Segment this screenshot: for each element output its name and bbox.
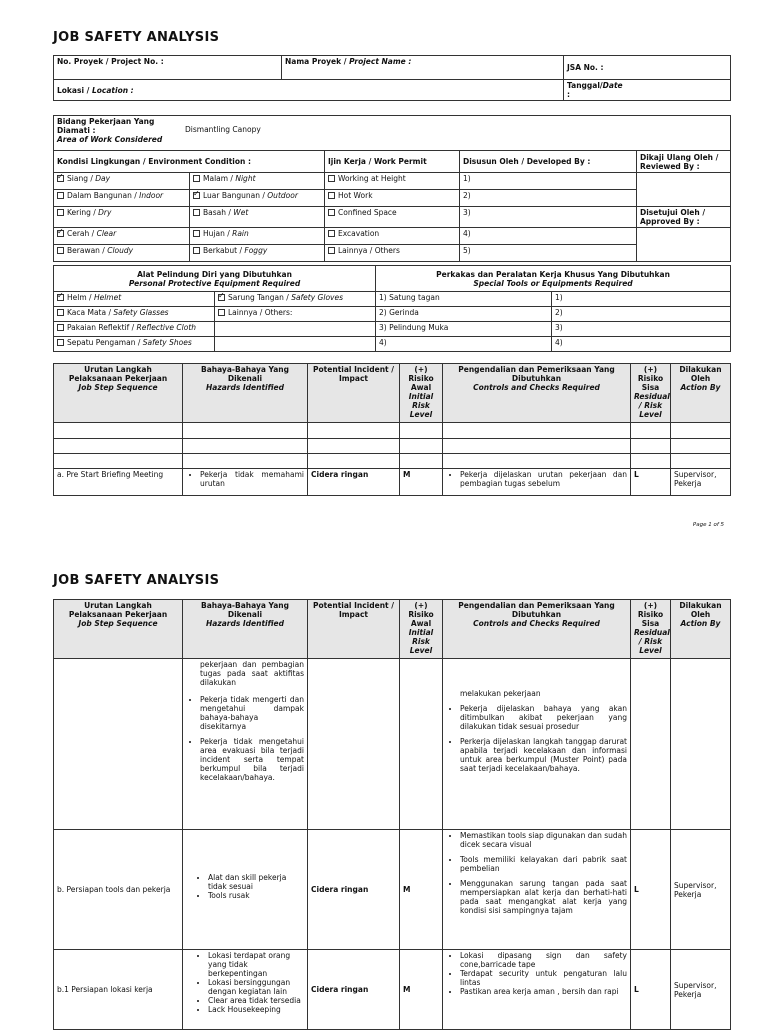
permit-option[interactable]: Working at Height <box>325 173 460 190</box>
step-cell: a. Pre Start Briefing Meeting <box>54 469 183 496</box>
env-option[interactable]: Basah / Wet <box>190 207 325 228</box>
checkbox[interactable] <box>328 175 335 182</box>
permit-option[interactable]: Confined Space <box>325 207 460 228</box>
approved-by-header: Disetujui Oleh / Approved By : <box>637 207 731 228</box>
reviewed-by-header: Dikaji Ulang Oleh / Reviewed By : <box>637 151 731 173</box>
checkbox[interactable] <box>193 209 200 216</box>
header-initial-risk: (+) Risiko Awal Initial Risk Level <box>400 364 443 423</box>
ppe-option[interactable] <box>215 337 376 352</box>
residual-risk-cell-b1: L <box>631 950 671 1030</box>
work-condition-table <box>53 115 731 262</box>
header-initial-risk: (+) Risiko Awal Initial Risk Level <box>400 600 443 659</box>
incident-cell-b1: Cidera ringan <box>308 950 400 1030</box>
location-label: Lokasi / Location : <box>54 80 564 101</box>
incident-cell-b: Cidera ringan <box>308 830 400 950</box>
env-condition-header: Kondisi Lingkungan / Environment Condition : <box>54 151 325 173</box>
header-hazard: Bahaya-Bahaya Yang Dikenali Hazards Identified <box>183 364 308 423</box>
control-cell-cont: melakukan pekerjaan • Pekerja dijelaskan bahaya yang akan ditimbulkan akibat pekerjaan yang dilakukan tidak sesuai prosedur • Perkerja dijelaskan langkah tanggap darurat apabila terjadi kecelakaan dan informasi untuk area berkumpul (Muster Point) pada saat terjadi kecelakaan/bahaya. <box>443 659 631 830</box>
checkbox[interactable] <box>193 175 200 182</box>
ppe-table <box>53 265 731 352</box>
env-option[interactable]: Dalam Bangunan / Indoor <box>54 190 190 207</box>
checkbox[interactable] <box>57 339 64 346</box>
env-option[interactable]: Berawan / Cloudy <box>54 245 190 262</box>
page-number: Page 1 of 5 <box>692 522 724 528</box>
checkbox[interactable] <box>57 324 64 331</box>
control-cell: • Pekerja dijelaskan urutan pekerjaan dan pembagian tugas sebelum <box>443 469 631 496</box>
developed-by-entry: 3) <box>460 207 637 228</box>
developed-by-header: Disusun Oleh / Developed By : <box>460 151 637 173</box>
env-option[interactable]: ✓Cerah / Clear <box>54 228 190 245</box>
jsa-no-label: JSA No. : <box>564 56 731 80</box>
initial-risk-cell-b1: M <box>400 950 443 1030</box>
developed-by-entry: 2) <box>460 190 637 207</box>
checkbox[interactable] <box>57 309 64 316</box>
approved-by-value <box>637 228 731 262</box>
ppe-option[interactable]: ✓Helm / Helmet <box>54 292 215 307</box>
checkbox[interactable] <box>328 247 335 254</box>
permit-option[interactable]: Lainnya / Others <box>325 245 460 262</box>
developed-by-entry: 1) <box>460 173 637 190</box>
checkbox[interactable] <box>57 247 64 254</box>
reviewed-by-value <box>637 173 731 207</box>
permit-option[interactable]: Excavation <box>325 228 460 245</box>
page-title-2: JOB SAFETY ANALYSIS <box>53 573 220 588</box>
tool-entry: 3) Pelindung Muka <box>376 322 552 337</box>
step-cell-b1: b.1 Persiapan lokasi kerja <box>54 950 183 1030</box>
developed-by-entry: 4) <box>460 228 637 245</box>
tool-entry: 4) <box>552 337 731 352</box>
ppe-option[interactable] <box>215 322 376 337</box>
control-cell-b: • Memastikan tools siap digunakan dan sudah dicek secara visual • Tools memiliki kelayakan dari pabrik saat pembelian • Menggunakan sarung tangan pada saat mempersiapkan alat kerja dan berhati-hati pada saat mengangkat alat kerja yang kondisi sisi sampingnya tajam <box>443 830 631 950</box>
developed-by-entry: 5) <box>460 245 637 262</box>
env-option[interactable]: ✓ Luar Bangunan / Outdoor <box>190 190 325 207</box>
ppe-option[interactable]: Kaca Mata / Safety Glasses <box>54 307 215 322</box>
tool-entry: 3) <box>552 322 731 337</box>
jsa-table-page2 <box>53 599 731 1030</box>
checkbox[interactable] <box>328 192 335 199</box>
checkbox[interactable] <box>218 294 225 301</box>
step-cell-b: b. Persiapan tools dan pekerja <box>54 830 183 950</box>
checkbox[interactable] <box>57 230 64 237</box>
hazard-cell: • Pekerja tidak memahami urutan <box>183 469 308 496</box>
tool-entry: 2) <box>552 307 731 322</box>
header-step: Urutan Langkah Pelaksanaan Pekerjaan Job Step Sequence <box>54 364 183 423</box>
residual-risk-cell: L <box>631 469 671 496</box>
residual-risk-cell-b: L <box>631 830 671 950</box>
header-controls: Pengendalian dan Pemeriksaan Yang Dibutuhkan Controls and Checks Required <box>443 600 631 659</box>
header-action-by: Dilakukan Oleh Action By <box>671 364 731 423</box>
header-residual-risk: (+) Risiko Sisa Residual / Risk Level <box>631 600 671 659</box>
env-option[interactable]: Hujan / Rain <box>190 228 325 245</box>
checkbox[interactable] <box>57 175 64 182</box>
header-incident: Potential Incident / Impact <box>308 600 400 659</box>
area-of-work: Bidang Pekerjaan Yang Diamati : Area of Work Considered Dismantling Canopy <box>54 116 731 151</box>
action-by-cell-b: Supervisor, Pekerja <box>671 830 731 950</box>
header-residual-risk: (+) Risiko Sisa Residual / Risk Level <box>631 364 671 423</box>
checkbox[interactable] <box>193 230 200 237</box>
ppe-option[interactable]: Lainnya / Others: <box>215 307 376 322</box>
checkbox[interactable] <box>193 247 200 254</box>
checkbox[interactable] <box>218 309 225 316</box>
permit-option[interactable]: Hot Work <box>325 190 460 207</box>
env-option[interactable]: Berkabut / Foggy <box>190 245 325 262</box>
checkbox[interactable] <box>57 209 64 216</box>
date-label: Tanggal/Date : <box>564 80 731 101</box>
work-permit-header: Ijin Kerja / Work Permit <box>325 151 460 173</box>
tool-entry: 1) Satung tagan <box>376 292 552 307</box>
checkbox[interactable] <box>328 209 335 216</box>
project-name-label: Nama Proyek / Project Name : <box>282 56 564 80</box>
env-option[interactable]: ✓Siang / Day <box>54 173 190 190</box>
header-step: Urutan Langkah Pelaksanaan Pekerjaan Job Step Sequence <box>54 600 183 659</box>
ppe-header: Alat Pelindung Diri yang Dibutuhkan Personal Protective Equipment Required <box>54 266 376 292</box>
env-option[interactable]: Malam / Night <box>190 173 325 190</box>
checkbox[interactable] <box>193 192 200 199</box>
hazard-cell-b1: • Lokasi terdapat orang yang tidak berkepentingan • Lokasi bersinggungan dengan kegiatan lain • Clear area tidak tersedia • Lack Housekeeping <box>183 950 308 1030</box>
tool-entry: 1) <box>552 292 731 307</box>
ppe-option[interactable]: ✓ Sarung Tangan / Safety Gloves <box>215 292 376 307</box>
control-cell-b1: • Lokasi dipasang sign dan safety cone,barricade tape • Terdapat security untuk pengaturan lalu lintas • Pastikan area kerja aman , bersih dan rapi <box>443 950 631 1030</box>
action-by-cell: Supervisor, Pekerja <box>671 469 731 496</box>
project-no-label: No. Proyek / Project No. : <box>54 56 282 80</box>
checkbox[interactable] <box>57 192 64 199</box>
ppe-option[interactable]: Pakaian Reflektif / Reflective Cloth <box>54 322 215 337</box>
header-controls: Pengendalian dan Pemeriksaan Yang Dibutuhkan Controls and Checks Required <box>443 364 631 423</box>
hazard-cell-b: • Alat dan skill pekerja tidak sesuai • Tools rusak <box>183 830 308 950</box>
env-option[interactable]: Kering / Dry <box>54 207 190 228</box>
tool-entry: 2) Gerinda <box>376 307 552 322</box>
header-incident: Potential Incident / Impact <box>308 364 400 423</box>
initial-risk-cell-b: M <box>400 830 443 950</box>
header-hazard: Bahaya-Bahaya Yang Dikenali Hazards Identified <box>183 600 308 659</box>
page-title: JOB SAFETY ANALYSIS <box>53 30 220 45</box>
checkbox[interactable] <box>57 294 64 301</box>
header-action-by: Dilakukan Oleh Action By <box>671 600 731 659</box>
incident-cell: Cidera ringan <box>308 469 400 496</box>
jsa-table-page1 <box>53 363 731 496</box>
checkbox[interactable] <box>328 230 335 237</box>
tool-entry: 4) <box>376 337 552 352</box>
hazard-cell-cont: pekerjaan dan pembagian tugas pada saat aktifitas dilakukan • Pekerja tidak mengerti dan mengetahui dampak bahaya-bahaya disekitarnya • Pekerja tidak mengetahui area evakuasi bila terjadi incident serta tempat berkumpul bila terjadi kecelakaan/bahaya. <box>183 659 308 830</box>
ppe-option[interactable]: Sepatu Pengaman / Safety Shoes <box>54 337 215 352</box>
tools-header: Perkakas dan Peralatan Kerja Khusus Yang Dibutuhkan Special Tools or Equipments Required <box>376 266 731 292</box>
project-info-table <box>53 55 731 101</box>
action-by-cell-b1: Supervisor, Pekerja <box>671 950 731 1030</box>
initial-risk-cell: M <box>400 469 443 496</box>
area-value: Dismantling Canopy <box>185 125 261 134</box>
